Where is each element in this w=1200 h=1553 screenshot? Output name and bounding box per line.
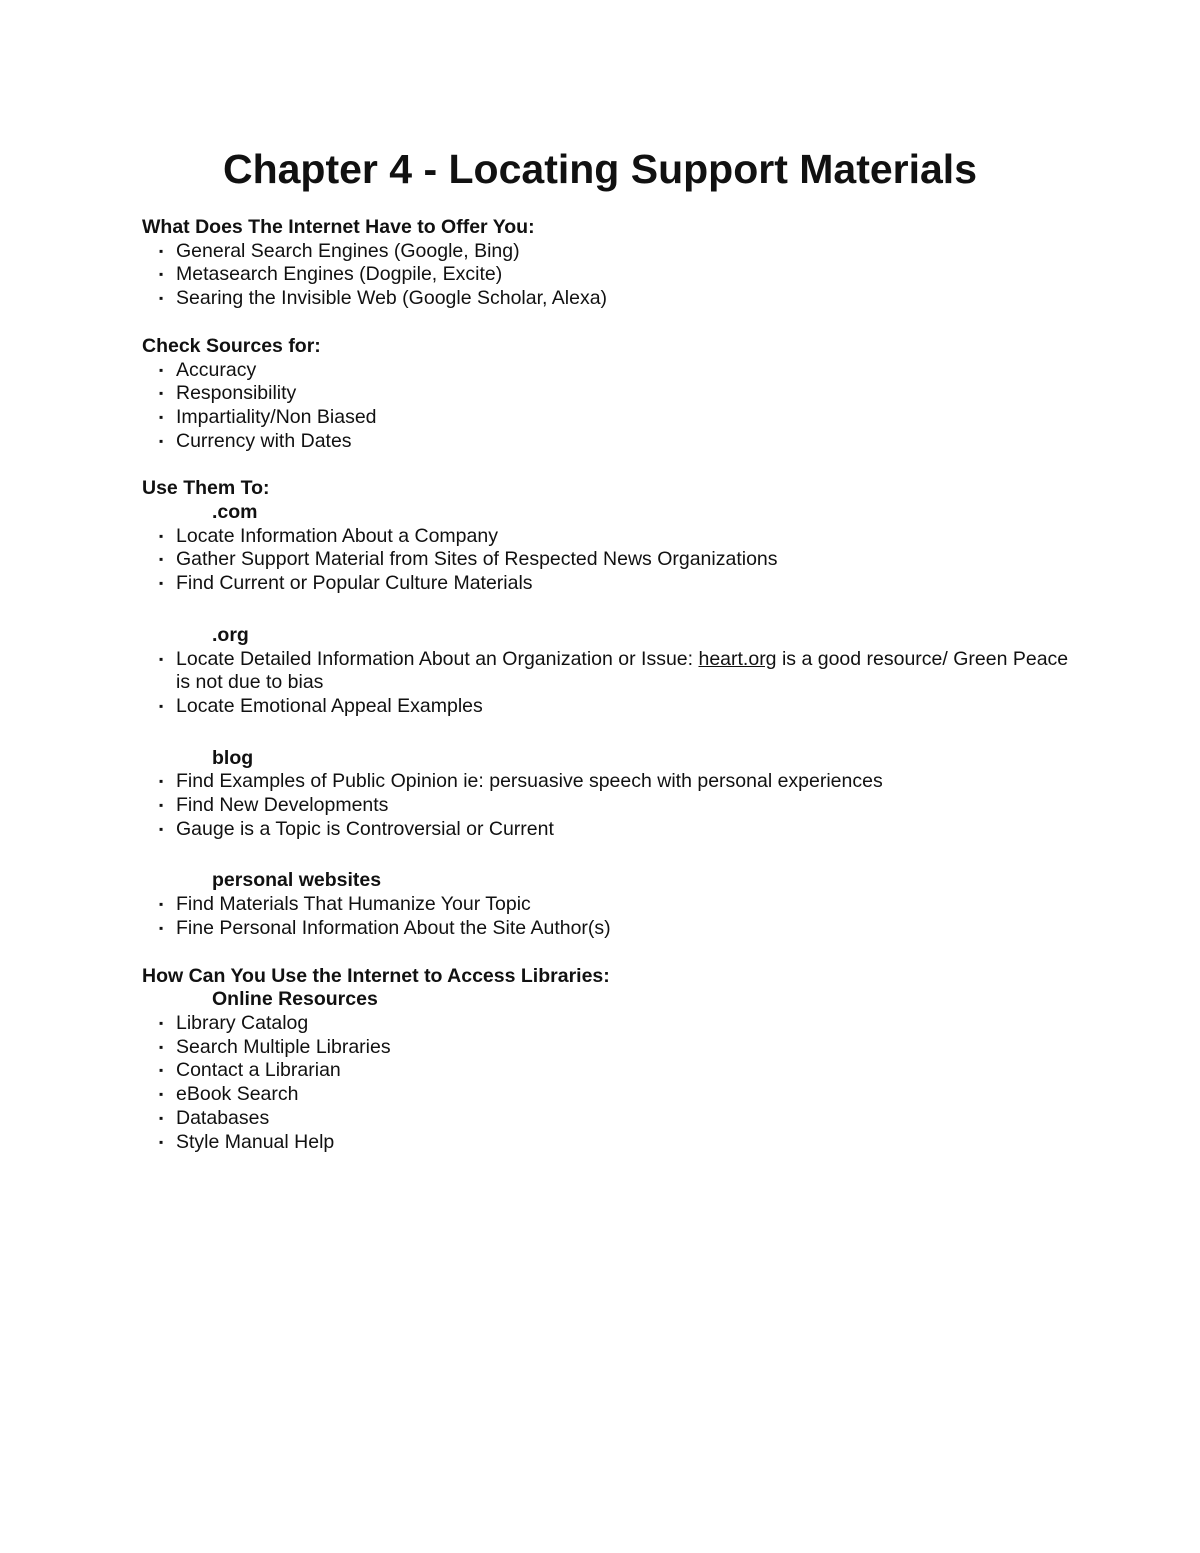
heart-org-link[interactable]: heart.org: [698, 647, 777, 670]
list-item: ▪ Style Manual Help: [159, 1130, 335, 1153]
list-com: [142, 525, 1082, 596]
list-item: ▪ Find Current or Popular Culture Materials: [159, 572, 533, 595]
section-heading-internet-offer: What Does The Internet Have to Offer You:: [142, 216, 535, 238]
bullet-icon: ▪: [159, 1087, 164, 1102]
list-item: ▪ Locate Information About a Company: [159, 524, 498, 547]
bullet-icon: ▪: [159, 1015, 164, 1030]
sub-heading-online-resources: Online Resources: [212, 988, 378, 1011]
bullet-icon: ▪: [159, 409, 164, 424]
list-item: ▪ Responsibility: [159, 382, 297, 405]
section-heading-use-them: Use Them To:: [142, 477, 270, 500]
bullet-icon: ▪: [159, 698, 164, 713]
section-heading-check-sources: Check Sources for:: [142, 334, 321, 357]
list-item: ▪ Library Catalog: [159, 1011, 309, 1034]
bullet-icon: ▪: [159, 1063, 164, 1078]
bullet-icon: ▪: [159, 1039, 164, 1054]
bullet-icon: ▪: [159, 291, 164, 306]
list-item: ▪ Currency with Dates: [159, 429, 352, 452]
list-blog: [142, 770, 1082, 841]
bullet-icon: ▪: [159, 920, 164, 935]
bullet-icon: ▪: [159, 1110, 164, 1125]
bullet-icon: ▪: [159, 386, 164, 401]
sub-heading-com: .com: [212, 501, 258, 524]
sub-heading-personal-websites: personal websites: [212, 869, 382, 892]
section-heading-libraries: How Can You Use the Internet to Access Libraries:: [142, 964, 610, 987]
list-item: ▪ Metasearch Engines (Dogpile, Excite): [159, 263, 503, 286]
bullet-icon: ▪: [159, 897, 164, 912]
list-item: ▪ Impartiality/Non Biased: [159, 405, 377, 428]
list-item: ▪ Databases: [159, 1106, 270, 1129]
bullet-icon: ▪: [159, 552, 164, 567]
list-item: ▪ Accuracy: [159, 358, 257, 381]
list-libraries: [142, 1012, 1082, 1154]
bullet-icon: ▪: [159, 267, 164, 282]
bullet-icon: ▪: [159, 798, 164, 813]
list-item: ▪ Fine Personal Information About the Site Author(s): [159, 916, 611, 939]
list-org: [142, 648, 1082, 719]
list-item: ▪ Find Materials That Humanize Your Topic: [159, 893, 531, 916]
bullet-icon: ▪: [159, 576, 164, 591]
list-check-sources: [142, 359, 1082, 454]
list-item: ▪ Locate Emotional Appeal Examples: [159, 694, 483, 717]
list-internet-offer: [142, 240, 1082, 311]
bullet-icon: ▪: [159, 1134, 164, 1149]
list-item: ▪ Search Multiple Libraries: [159, 1035, 391, 1058]
list-item: ▪ Find Examples of Public Opinion ie: persuasive speech with personal experiences: [159, 770, 883, 793]
bullet-icon: ▪: [159, 774, 164, 789]
bullet-icon: ▪: [159, 528, 164, 543]
page-title: Chapter 4 - Locating Support Materials: [222, 146, 978, 192]
list-item: ▪ Gauge is a Topic is Controversial or Current: [159, 817, 554, 840]
list-item: ▪ Find New Developments: [159, 794, 389, 817]
list-item: ▪ General Search Engines (Google, Bing): [159, 239, 520, 262]
list-item: ▪ eBook Search: [159, 1083, 299, 1106]
sub-heading-blog: blog: [212, 746, 254, 769]
list-item: ▪ Locate Detailed Information About an Organization or Issue: heart.org is a good resource/ Green Peace is not due to bias: [159, 647, 1069, 694]
bullet-icon: ▪: [159, 433, 164, 448]
list-item: ▪ Gather Support Material from Sites of Respected News Organizations: [159, 548, 778, 571]
list-personal-websites: [142, 893, 1082, 940]
bullet-icon: ▪: [159, 651, 164, 666]
sub-heading-org: .org: [212, 623, 249, 646]
bullet-icon: ▪: [159, 362, 164, 377]
list-item: ▪ Contact a Librarian: [159, 1059, 341, 1082]
bullet-icon: ▪: [159, 243, 164, 258]
list-item: ▪ Searing the Invisible Web (Google Scholar, Alexa): [159, 287, 608, 310]
document-body: [142, 216, 1082, 1154]
bullet-icon: ▪: [159, 821, 164, 836]
